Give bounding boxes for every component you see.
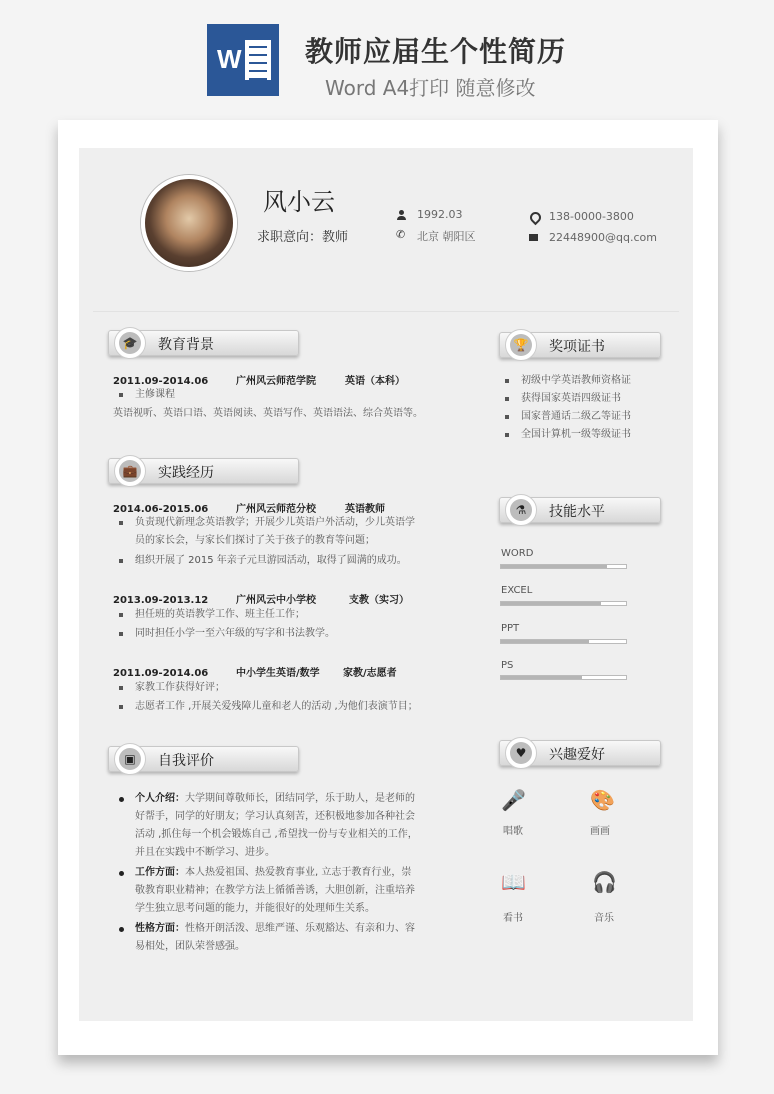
hobbies-title: 兴趣爱好 bbox=[549, 747, 605, 763]
phone-info bbox=[529, 210, 634, 223]
entry-date: 2011.09-2014.06 bbox=[113, 376, 209, 387]
hobby-label: 看书 bbox=[503, 913, 523, 924]
list-item: 主修课程 bbox=[135, 386, 175, 404]
item-line: 敬教育职业精神；在教学方法上循循善诱，大胆创新，注重培养 bbox=[135, 885, 415, 896]
entry-role: 英语教师 bbox=[345, 504, 385, 515]
entry-date: 2013.09-2013.12 bbox=[113, 595, 209, 606]
birth-text: 1992.03 bbox=[417, 208, 463, 221]
practice-title: 实践经历 bbox=[158, 465, 214, 481]
list-item: 同时担任小学一至六年级的写字和书法教学。 bbox=[135, 625, 335, 643]
word-logo-icon bbox=[207, 24, 279, 96]
award-item: 全国计算机一级等级证书 bbox=[521, 426, 631, 444]
hobby-label: 画画 bbox=[590, 826, 610, 837]
self-eval-item bbox=[135, 920, 435, 938]
job-intent: 求职意向：教师 bbox=[257, 230, 349, 245]
email-info bbox=[529, 231, 657, 244]
list-item: 组织开展了 2015 年亲子元旦游园活动，取得了圆满的成功。 bbox=[135, 552, 407, 570]
briefcase-icon: 💼 bbox=[119, 460, 141, 482]
award-item: 国家普通话二级乙等证书 bbox=[521, 408, 631, 426]
award-item: 初级中学英语教师资格证 bbox=[521, 372, 631, 390]
banner bbox=[0, 0, 774, 110]
id-card-icon: ▣ bbox=[119, 748, 141, 770]
item-text: 本人热爱祖国、热爱教育事业, 立志于教育行业，崇 bbox=[185, 867, 412, 878]
item-label: 个人介绍： bbox=[135, 793, 185, 804]
entry-role: 家教/志愿者 bbox=[343, 668, 397, 679]
skill-level bbox=[501, 640, 589, 643]
entry-org: 广州风云师范分校 bbox=[236, 504, 316, 515]
entry-org: 广州风云师范学院 bbox=[236, 376, 316, 387]
skill-name: PS bbox=[501, 660, 514, 671]
hobbies-header bbox=[491, 740, 661, 766]
list-item-cont: 员的家长会，与家长们探讨了关于孩子的教育等问题； bbox=[135, 535, 375, 546]
list-item: 家教工作获得好评； bbox=[135, 679, 225, 697]
mail-icon bbox=[529, 233, 539, 243]
birth-info bbox=[397, 208, 463, 221]
person-icon bbox=[397, 210, 407, 220]
phone-text: 138-0000-3800 bbox=[549, 210, 634, 223]
practice-header bbox=[100, 458, 300, 484]
skill-bar bbox=[500, 601, 627, 606]
education-entry-row bbox=[113, 372, 405, 387]
entry-org: 中小学生英语/数学 bbox=[236, 668, 320, 679]
awards-title: 奖项证书 bbox=[549, 339, 605, 355]
entry-role: 支教（实习） bbox=[349, 595, 409, 606]
entry-role: 英语（本科） bbox=[345, 376, 405, 387]
skill-name: WORD bbox=[501, 548, 534, 559]
award-item: 获得国家英语四级证书 bbox=[521, 390, 621, 408]
header-divider bbox=[93, 311, 679, 312]
heart-icon: ♥ bbox=[510, 742, 532, 764]
course-text: 英语视听、英语口语、英语阅读、英语写作、英语语法、综合英语等。 bbox=[113, 408, 423, 419]
skill-level bbox=[501, 565, 607, 568]
location-info bbox=[397, 228, 476, 244]
palette-icon: 🎨 bbox=[590, 788, 615, 812]
graduation-cap-icon: 🎓 bbox=[119, 332, 141, 354]
item-line: 学生独立思考问题的能力，并能很好的处理师生关系。 bbox=[135, 903, 375, 914]
item-line: 易相处，团队荣誉感强。 bbox=[135, 941, 245, 952]
entry-date: 2011.09-2014.06 bbox=[113, 668, 209, 679]
banner-subtitle: Word A4打印 随意修改 bbox=[325, 76, 536, 100]
skill-level bbox=[501, 676, 582, 679]
book-icon: 📖 bbox=[501, 870, 526, 894]
skill-name: PPT bbox=[501, 623, 520, 634]
item-line: 好帮手，同学的好朋友；学习认真刻苦，还积极地参加各种社会 bbox=[135, 811, 415, 822]
education-title: 教育背景 bbox=[158, 337, 214, 353]
self-eval-title: 自我评价 bbox=[158, 753, 214, 769]
avatar bbox=[141, 175, 237, 271]
education-header bbox=[100, 330, 300, 356]
banner-title: 教师应届生个性简历 bbox=[305, 35, 567, 68]
item-label: 工作方面： bbox=[135, 867, 185, 878]
self-eval-item bbox=[135, 790, 435, 808]
skills-title: 技能水平 bbox=[549, 504, 605, 520]
practice-entry-row bbox=[113, 500, 385, 515]
item-text: 性格开朗活泼、思维严谨、乐观豁达、有亲和力、容 bbox=[185, 923, 415, 934]
practice-entry-row bbox=[113, 591, 409, 606]
resume-sheet bbox=[79, 148, 693, 1021]
item-label: 性格方面： bbox=[135, 923, 185, 934]
skill-bar bbox=[500, 639, 627, 644]
skill-name: EXCEL bbox=[501, 585, 533, 596]
practice-entry-row bbox=[113, 664, 397, 679]
item-text: 大学期间尊敬师长，团结同学，乐于助人，是老师的 bbox=[185, 793, 415, 804]
microphone-icon: 🎤 bbox=[501, 788, 526, 812]
location-pin-icon bbox=[529, 212, 539, 222]
email-text: 22448900@qq.com bbox=[549, 231, 657, 244]
skill-bar bbox=[500, 564, 627, 569]
list-item: 志愿者工作 ,开展关爱残障儿童和老人的活动 ,为他们表演节目； bbox=[135, 698, 418, 716]
phone-icon bbox=[397, 231, 407, 241]
hobby-label: 音乐 bbox=[594, 913, 614, 924]
item-line: 活动 ,抓住每一个机会锻炼自己 ,希望找一份与专业相关的工作， bbox=[135, 829, 418, 840]
profile-name: 风小云 bbox=[263, 188, 335, 216]
skill-bar bbox=[500, 675, 627, 680]
entry-date: 2014.06-2015.06 bbox=[113, 504, 209, 515]
headphones-icon: 🎧 bbox=[592, 870, 617, 894]
skill-level bbox=[501, 602, 601, 605]
hobby-label: 唱歌 bbox=[503, 826, 523, 837]
resume-paper bbox=[58, 120, 718, 1055]
skills-header bbox=[491, 497, 661, 523]
self-eval-item bbox=[135, 864, 435, 882]
entry-org: 广州风云中小学校 bbox=[236, 595, 316, 606]
item-line: 并且在实践中不断学习、进步。 bbox=[135, 847, 275, 858]
awards-header bbox=[491, 332, 661, 358]
location-text: 北京 朝阳区 bbox=[417, 230, 476, 243]
trophy-icon: 🏆 bbox=[510, 334, 532, 356]
list-item: 担任班的英语教学工作、班主任工作； bbox=[135, 606, 305, 624]
self-eval-header bbox=[100, 746, 300, 772]
flask-icon: ⚗ bbox=[510, 499, 532, 521]
list-item: 负责现代新理念英语教学；开展少儿英语户外活动，少儿英语学 bbox=[135, 514, 415, 532]
logo-letter: W bbox=[217, 44, 242, 74]
